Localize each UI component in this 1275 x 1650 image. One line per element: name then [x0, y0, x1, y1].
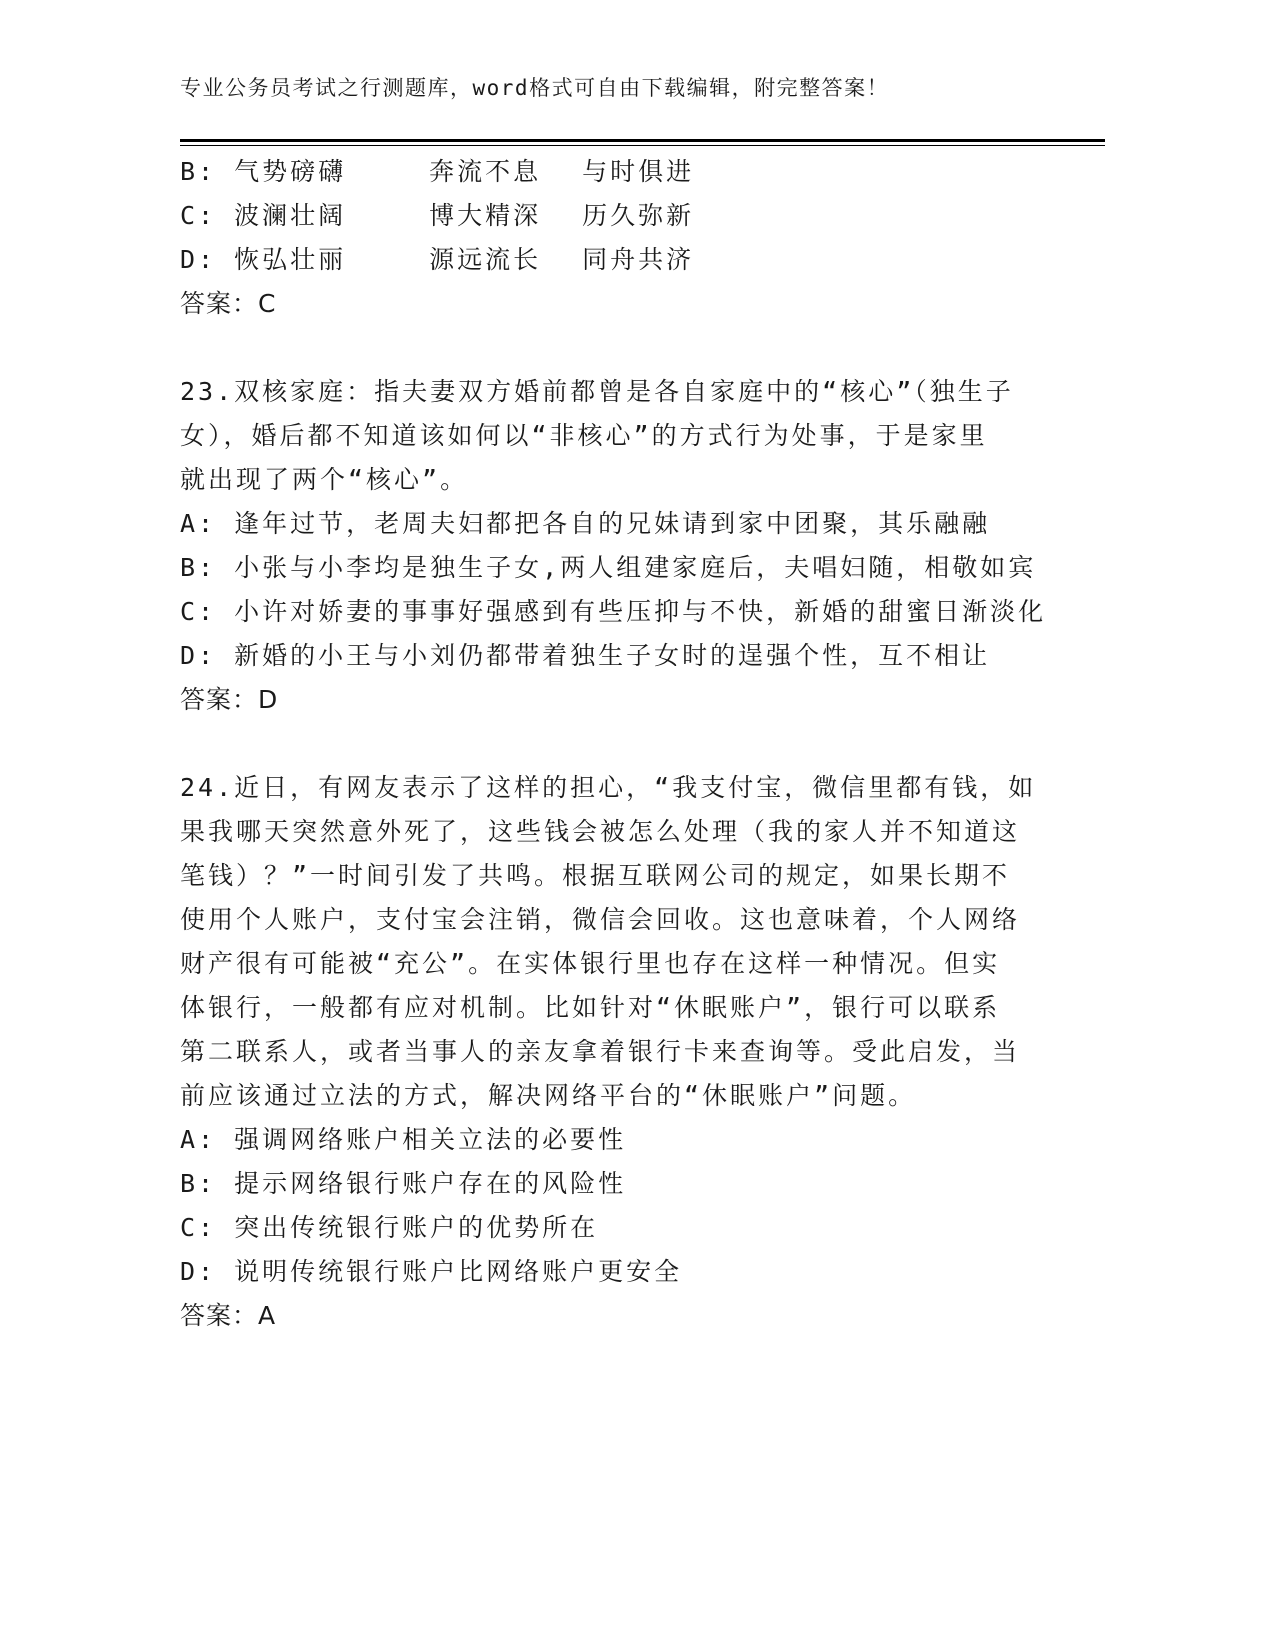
stem-line: 笔钱）？”一时间引发了共鸣。根据互联网公司的规定，如果长期不 [180, 861, 1011, 890]
stem-line: 女），婚后都不知道该如何以“非核心”的方式行为处事，于是家里 [180, 421, 988, 450]
answer-23: 答案：D [180, 685, 279, 714]
option-phrase: 奔流不息 [429, 157, 542, 186]
header-rule-thick [180, 139, 1105, 142]
option-d: D: 新婚的小王与小刘仍都带着独生子女时的逞强个性，互不相让 [180, 641, 991, 670]
option-c: C: 小许对娇妻的事事好强感到有些压抑与不快，新婚的甜蜜日渐淡化 [180, 597, 1047, 626]
option-phrase: 与时俱进 [582, 157, 695, 186]
stem-line: 就出现了两个“核心”。 [180, 465, 469, 494]
option-label: B: [180, 157, 217, 186]
option-phrase: 气势磅礴 [234, 157, 347, 186]
answer-22: 答案：C [180, 289, 277, 318]
option-row [180, 238, 1040, 282]
question-22 [180, 150, 1040, 326]
stem-line: 24.近日，有网友表示了这样的担心，“我支付宝，微信里都有钱，如 [180, 773, 1037, 802]
option-c: C: 突出传统银行账户的优势所在 [180, 1213, 599, 1242]
stem-line: 前应该通过立法的方式，解决网络平台的“休眠账户”问题。 [180, 1081, 917, 1110]
option-label: C: [180, 201, 217, 230]
option-phrase: 历久弥新 [582, 201, 695, 230]
stem-line: 果我哪天突然意外死了，这些钱会被怎么处理（我的家人并不知道这 [180, 817, 1021, 846]
question-stem [180, 766, 1040, 1118]
option-label: D: [180, 245, 217, 274]
option-phrase: 恢弘壮丽 [234, 245, 347, 274]
option-row [180, 194, 1040, 238]
header-rule-thin [180, 145, 1105, 146]
option-a: A: 强调网络账户相关立法的必要性 [180, 1125, 627, 1154]
stem-line: 财产很有可能被“充公”。在实体银行里也存在这样一种情况。但实 [180, 949, 1001, 978]
question-23 [180, 370, 1047, 722]
stem-line: 第二联系人，或者当事人的亲友拿着银行卡来查询等。受此启发，当 [180, 1037, 1021, 1066]
option-d: D: 说明传统银行账户比网络账户更安全 [180, 1257, 683, 1286]
question-24 [180, 766, 1040, 1338]
option-a: A: 逢年过节，老周夫妇都把各自的兄妹请到家中团聚，其乐融融 [180, 509, 991, 538]
page-header: 专业公务员考试之行测题库，word格式可自由下载编辑，附完整答案！ [180, 76, 890, 100]
option-b: B: 提示网络银行账户存在的风险性 [180, 1169, 627, 1198]
option-phrase: 博大精深 [429, 201, 542, 230]
document-body [180, 150, 1047, 1338]
option-phrase: 源远流长 [429, 245, 542, 274]
option-b: B: 小张与小李均是独生子女,两人组建家庭后，夫唱妇随，相敬如宾 [180, 553, 1037, 582]
stem-line: 使用个人账户，支付宝会注销，微信会回收。这也意味着，个人网络 [180, 905, 1021, 934]
option-row [180, 150, 1040, 194]
stem-line: 23.双核家庭：指夫妻双方婚前都曾是各自家庭中的“核心”（独生子 [180, 377, 1014, 406]
answer-24: 答案：A [180, 1301, 277, 1330]
option-phrase: 波澜壮阔 [234, 201, 347, 230]
option-phrase: 同舟共济 [582, 245, 695, 274]
question-stem [180, 370, 1040, 502]
stem-line: 体银行，一般都有应对机制。比如针对“休眠账户”，银行可以联系 [180, 993, 1001, 1022]
